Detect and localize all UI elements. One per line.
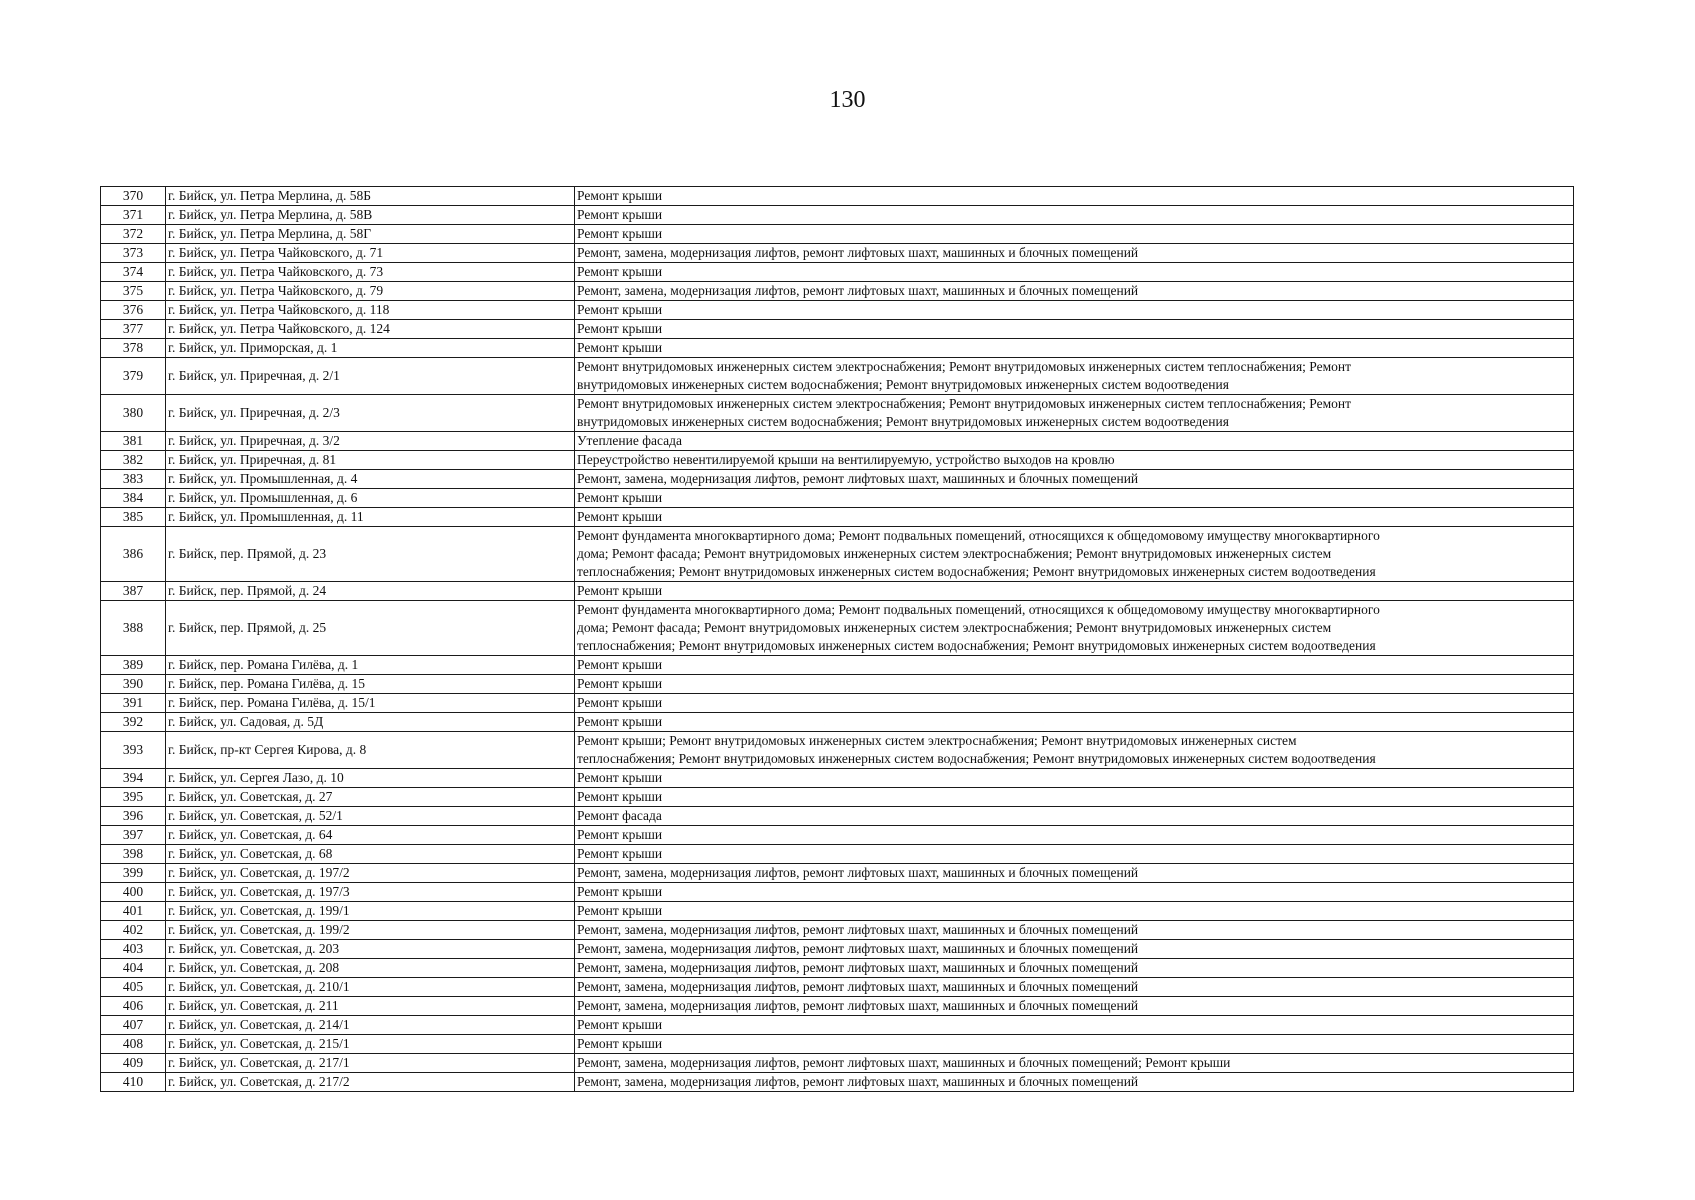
works-cell [575,320,1574,339]
works-cell [575,921,1574,940]
table-row [101,582,1574,601]
address-cell: г. Бийск, ул. Петра Чайковского, д. 71 [166,244,575,263]
row-number-cell: 398 [101,845,166,864]
table-row [101,788,1574,807]
works-cell [575,489,1574,508]
works-cell [575,675,1574,694]
table-body [101,187,1574,1092]
works-line: дома; Ремонт фасада; Ремонт внутридомовых инженерных систем электроснабжения; Ремонт внутридомовых инженерных систем [577,546,1332,561]
table-row [101,921,1574,940]
works-cell [575,1016,1574,1035]
works-cell [575,527,1574,582]
works-cell [575,732,1574,769]
works-cell [575,826,1574,845]
table-row [101,320,1574,339]
table-row [101,432,1574,451]
works-line: Ремонт крыши [577,903,663,918]
row-number-cell: 382 [101,451,166,470]
row-number-cell: 384 [101,489,166,508]
address-cell: г. Бийск, ул. Промышленная, д. 4 [166,470,575,489]
address-cell: г. Бийск, ул. Петра Мерлина, д. 58Б [166,187,575,206]
table-row [101,807,1574,826]
works-line: Ремонт фасада [577,808,662,823]
works-cell [575,582,1574,601]
table-row [101,713,1574,732]
row-number-cell: 402 [101,921,166,940]
address-cell: г. Бийск, ул. Петра Мерлина, д. 58В [166,206,575,225]
works-line: Ремонт крыши [577,657,663,672]
works-line: Ремонт крыши [577,321,663,336]
works-cell [575,244,1574,263]
works-cell [575,902,1574,921]
address-cell: г. Бийск, ул. Советская, д. 197/3 [166,883,575,902]
table-row [101,826,1574,845]
table-row [101,902,1574,921]
works-line: Утепление фасада [577,433,682,448]
address-cell: г. Бийск, ул. Советская, д. 52/1 [166,807,575,826]
address-cell: г. Бийск, ул. Советская, д. 210/1 [166,978,575,997]
row-number-cell: 394 [101,769,166,788]
address-cell: г. Бийск, ул. Садовая, д. 5Д [166,713,575,732]
works-cell [575,601,1574,656]
row-number-cell: 388 [101,601,166,656]
address-cell: г. Бийск, пер. Романа Гилёва, д. 15 [166,675,575,694]
works-line: Ремонт крыши [577,884,663,899]
table-row [101,244,1574,263]
row-number-cell: 392 [101,713,166,732]
works-cell [575,978,1574,997]
works-line: Ремонт крыши [577,340,663,355]
row-number-cell: 385 [101,508,166,527]
table-row [101,339,1574,358]
works-cell [575,432,1574,451]
address-cell: г. Бийск, ул. Приречная, д. 3/2 [166,432,575,451]
works-cell [575,959,1574,978]
address-cell: г. Бийск, ул. Советская, д. 199/2 [166,921,575,940]
works-cell [575,845,1574,864]
table-row [101,1054,1574,1073]
works-cell [575,1073,1574,1092]
works-line: дома; Ремонт фасада; Ремонт внутридомовых инженерных систем электроснабжения; Ремонт внутридомовых инженерных систем [577,620,1332,635]
works-line: Ремонт крыши [577,1017,663,1032]
address-cell: г. Бийск, ул. Петра Чайковского, д. 118 [166,301,575,320]
works-line: Ремонт крыши [577,207,663,222]
address-cell: г. Бийск, ул. Приречная, д. 81 [166,451,575,470]
works-cell [575,395,1574,432]
address-cell: г. Бийск, ул. Советская, д. 208 [166,959,575,978]
address-cell: г. Бийск, ул. Промышленная, д. 6 [166,489,575,508]
row-number-cell: 372 [101,225,166,244]
works-cell [575,940,1574,959]
table-row [101,769,1574,788]
table-row [101,470,1574,489]
works-line: Ремонт, замена, модернизация лифтов, ремонт лифтовых шахт, машинных и блочных помещений [577,922,1139,937]
table-row [101,732,1574,769]
works-line: Ремонт, замена, модернизация лифтов, ремонт лифтовых шахт, машинных и блочных помещений [577,283,1139,298]
address-cell: г. Бийск, ул. Петра Чайковского, д. 124 [166,320,575,339]
row-number-cell: 406 [101,997,166,1016]
row-number-cell: 370 [101,187,166,206]
row-number-cell: 400 [101,883,166,902]
row-number-cell: 375 [101,282,166,301]
works-cell [575,358,1574,395]
works-line: Ремонт крыши [577,770,663,785]
works-cell [575,282,1574,301]
table-row [101,206,1574,225]
table-row [101,694,1574,713]
works-line: Ремонт крыши [577,846,663,861]
works-cell [575,1035,1574,1054]
row-number-cell: 403 [101,940,166,959]
table-row [101,187,1574,206]
works-cell [575,864,1574,883]
table-row [101,1016,1574,1035]
address-cell: г. Бийск, ул. Приречная, д. 2/1 [166,358,575,395]
address-cell: г. Бийск, ул. Советская, д. 217/1 [166,1054,575,1073]
works-line: Ремонт, замена, модернизация лифтов, ремонт лифтовых шахт, машинных и блочных помещений [577,865,1139,880]
address-cell: г. Бийск, ул. Приречная, д. 2/3 [166,395,575,432]
table-row [101,883,1574,902]
table-row [101,225,1574,244]
table-row [101,940,1574,959]
works-line: Ремонт крыши [577,264,663,279]
address-cell: г. Бийск, ул. Советская, д. 214/1 [166,1016,575,1035]
address-cell: г. Бийск, ул. Советская, д. 27 [166,788,575,807]
works-line: Ремонт, замена, модернизация лифтов, ремонт лифтовых шахт, машинных и блочных помещений [577,979,1139,994]
works-line: Ремонт крыши [577,676,663,691]
works-cell [575,788,1574,807]
address-cell: г. Бийск, ул. Петра Чайковского, д. 79 [166,282,575,301]
table-row [101,978,1574,997]
works-line: Ремонт, замена, модернизация лифтов, ремонт лифтовых шахт, машинных и блочных помещений [577,960,1139,975]
works-line: Ремонт, замена, модернизация лифтов, ремонт лифтовых шахт, машинных и блочных помещений; Ремонт крыши [577,1055,1231,1070]
row-number-cell: 401 [101,902,166,921]
address-cell: г. Бийск, ул. Советская, д. 203 [166,940,575,959]
row-number-cell: 379 [101,358,166,395]
works-line: Ремонт крыши [577,695,663,710]
row-number-cell: 404 [101,959,166,978]
row-number-cell: 389 [101,656,166,675]
table-row [101,282,1574,301]
works-line: Ремонт, замена, модернизация лифтов, ремонт лифтовых шахт, машинных и блочных помещений [577,998,1139,1013]
address-cell: г. Бийск, ул. Советская, д. 211 [166,997,575,1016]
works-line: Ремонт внутридомовых инженерных систем электроснабжения; Ремонт внутридомовых инженерных систем теплоснабжения; Ремонт [577,359,1352,374]
address-cell: г. Бийск, ул. Советская, д. 199/1 [166,902,575,921]
works-line: Ремонт крыши [577,490,663,505]
address-cell: г. Бийск, ул. Приморская, д. 1 [166,339,575,358]
table-row [101,263,1574,282]
works-cell [575,187,1574,206]
works-cell [575,339,1574,358]
row-number-cell: 399 [101,864,166,883]
works-cell [575,713,1574,732]
row-number-cell: 396 [101,807,166,826]
address-cell: г. Бийск, пер. Прямой, д. 25 [166,601,575,656]
works-cell [575,206,1574,225]
table-row [101,1035,1574,1054]
works-line: теплоснабжения; Ремонт внутридомовых инженерных систем водоснабжения; Ремонт внутридомовых инженерных систем водоотведения [577,638,1376,653]
works-line: Ремонт крыши; Ремонт внутридомовых инженерных систем электроснабжения; Ремонт внутридомовых инженерных систем [577,733,1297,748]
works-cell [575,769,1574,788]
row-number-cell: 373 [101,244,166,263]
row-number-cell: 391 [101,694,166,713]
works-cell [575,883,1574,902]
works-line: Ремонт, замена, модернизация лифтов, ремонт лифтовых шахт, машинных и блочных помещений [577,1074,1139,1089]
works-line: Ремонт, замена, модернизация лифтов, ремонт лифтовых шахт, машинных и блочных помещений [577,471,1139,486]
works-line: Ремонт крыши [577,1036,663,1051]
address-cell: г. Бийск, пер. Прямой, д. 23 [166,527,575,582]
row-number-cell: 386 [101,527,166,582]
address-cell: г. Бийск, пер. Романа Гилёва, д. 15/1 [166,694,575,713]
address-cell: г. Бийск, пер. Романа Гилёва, д. 1 [166,656,575,675]
address-cell: г. Бийск, ул. Советская, д. 215/1 [166,1035,575,1054]
works-line: Ремонт крыши [577,226,663,241]
address-cell: г. Бийск, пр-кт Сергея Кирова, д. 8 [166,732,575,769]
works-line: Переустройство невентилируемой крыши на вентилируемую, устройство выходов на кровлю [577,452,1115,467]
table-row [101,959,1574,978]
works-line: Ремонт крыши [577,714,663,729]
works-line: Ремонт крыши [577,188,663,203]
table-row [101,601,1574,656]
row-number-cell: 377 [101,320,166,339]
table-row [101,656,1574,675]
table-row [101,395,1574,432]
table-row [101,845,1574,864]
works-line: Ремонт крыши [577,827,663,842]
row-number-cell: 387 [101,582,166,601]
address-cell: г. Бийск, ул. Петра Чайковского, д. 73 [166,263,575,282]
row-number-cell: 378 [101,339,166,358]
repair-works-table [100,186,1574,1092]
works-cell [575,1054,1574,1073]
row-number-cell: 374 [101,263,166,282]
address-cell: г. Бийск, ул. Советская, д. 68 [166,845,575,864]
row-number-cell: 381 [101,432,166,451]
row-number-cell: 409 [101,1054,166,1073]
works-cell [575,301,1574,320]
address-cell: г. Бийск, ул. Советская, д. 64 [166,826,575,845]
works-line: Ремонт фундамента многоквартирного дома; Ремонт подвальных помещений, относящихся к общедомовому имуществу многоквартирного [577,528,1380,543]
address-cell: г. Бийск, пер. Прямой, д. 24 [166,582,575,601]
works-line: Ремонт фундамента многоквартирного дома; Ремонт подвальных помещений, относящихся к общедомовому имуществу многоквартирного [577,602,1380,617]
works-cell [575,508,1574,527]
address-cell: г. Бийск, ул. Петра Мерлина, д. 58Г [166,225,575,244]
table-row [101,508,1574,527]
works-line: Ремонт крыши [577,302,663,317]
table-row [101,997,1574,1016]
works-cell [575,263,1574,282]
row-number-cell: 407 [101,1016,166,1035]
works-cell [575,656,1574,675]
page-number: 130 [829,87,866,113]
row-number-cell: 371 [101,206,166,225]
works-line: Ремонт, замена, модернизация лифтов, ремонт лифтовых шахт, машинных и блочных помещений [577,941,1139,956]
row-number-cell: 376 [101,301,166,320]
works-line: Ремонт, замена, модернизация лифтов, ремонт лифтовых шахт, машинных и блочных помещений [577,245,1139,260]
row-number-cell: 395 [101,788,166,807]
works-line: внутридомовых инженерных систем водоснабжения; Ремонт внутридомовых инженерных систем водоотведения [577,414,1229,429]
works-line: Ремонт крыши [577,789,663,804]
works-line: теплоснабжения; Ремонт внутридомовых инженерных систем водоснабжения; Ремонт внутридомовых инженерных систем водоотведения [577,751,1376,766]
row-number-cell: 380 [101,395,166,432]
address-cell: г. Бийск, ул. Сергея Лазо, д. 10 [166,769,575,788]
table-row [101,451,1574,470]
table-row [101,527,1574,582]
works-cell [575,807,1574,826]
address-cell: г. Бийск, ул. Промышленная, д. 11 [166,508,575,527]
row-number-cell: 393 [101,732,166,769]
row-number-cell: 408 [101,1035,166,1054]
works-line: теплоснабжения; Ремонт внутридомовых инженерных систем водоснабжения; Ремонт внутридомовых инженерных систем водоотведения [577,564,1376,579]
works-cell [575,470,1574,489]
address-cell: г. Бийск, ул. Советская, д. 217/2 [166,1073,575,1092]
works-cell [575,225,1574,244]
works-line: Ремонт крыши [577,509,663,524]
table-row [101,864,1574,883]
table-row [101,301,1574,320]
works-line: внутридомовых инженерных систем водоснабжения; Ремонт внутридомовых инженерных систем водоотведения [577,377,1229,392]
address-cell: г. Бийск, ул. Советская, д. 197/2 [166,864,575,883]
row-number-cell: 397 [101,826,166,845]
table-row [101,358,1574,395]
row-number-cell: 390 [101,675,166,694]
row-number-cell: 383 [101,470,166,489]
table-row [101,1073,1574,1092]
table-row [101,675,1574,694]
works-cell [575,451,1574,470]
row-number-cell: 405 [101,978,166,997]
works-line: Ремонт внутридомовых инженерных систем электроснабжения; Ремонт внутридомовых инженерных систем теплоснабжения; Ремонт [577,396,1352,411]
works-cell [575,997,1574,1016]
table-row [101,489,1574,508]
row-number-cell: 410 [101,1073,166,1092]
works-cell [575,694,1574,713]
works-line: Ремонт крыши [577,583,663,598]
